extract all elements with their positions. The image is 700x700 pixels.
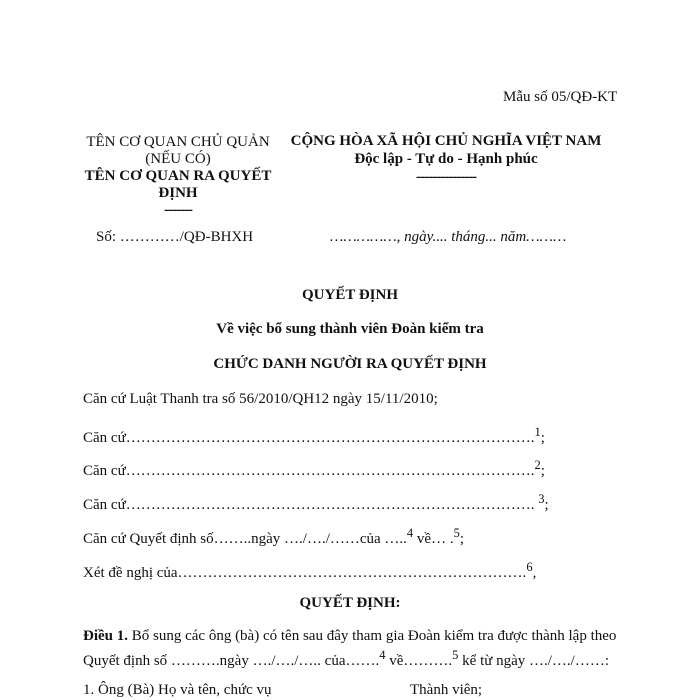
proposal-text: Xét đề nghị của…………………………………………………………….: [83, 565, 527, 581]
article-1: [83, 627, 623, 671]
legal-basis-text: về… .: [413, 531, 454, 547]
legal-basis-text: Căn cứ……………………………………………………………………….: [83, 463, 535, 479]
left-divider: -------: [164, 202, 192, 218]
legal-basis-line: [83, 425, 545, 447]
legal-basis-line: [83, 391, 438, 408]
legal-basis-line: [83, 492, 549, 514]
footnote-ref: 3: [538, 492, 545, 506]
footnote-ref: 4: [406, 526, 414, 540]
punctuation: ;: [459, 531, 465, 547]
issuing-agency-block: [78, 134, 278, 219]
punctuation: ,: [532, 565, 537, 581]
document-number: Số: …………/QĐ-BHXH: [96, 229, 254, 245]
country-name: CỘNG HÒA XÃ HỘI CHỦ NGHĨA VIỆT NAM: [290, 133, 602, 149]
legal-basis-text: Căn cứ Luật Thanh tra số 56/2010/QH12 ngày 15/11/2010;: [83, 391, 438, 407]
footnote-ref: 1: [534, 425, 541, 439]
article-text: kể từ ngày …./…./……:: [458, 653, 610, 669]
article-text: Bổ sung các ông (bà) có tên sau đây tham gia Đoàn kiểm tra được thành lập theo Quyết định số ……….ngày …./…./….. của…….: [83, 628, 617, 669]
issuing-agency-line-2: ĐỊNH: [158, 185, 198, 201]
national-motto-block: [285, 132, 607, 186]
footnote-ref: 6: [526, 560, 533, 574]
legal-basis-line: [83, 458, 545, 480]
legal-basis-line: [83, 526, 464, 548]
member-item: 1. Ông (Bà) Họ và tên, chức vụ: [83, 682, 272, 698]
footnote-ref: 5: [453, 526, 460, 540]
authority-title: CHỨC DANH NGƯỜI RA QUYẾT ĐỊNH: [213, 356, 487, 372]
form-number: Mẫu số 05/QĐ-KT: [503, 89, 618, 105]
parent-agency-line: TÊN CƠ QUAN CHỦ QUẢN: [86, 134, 270, 150]
parent-agency-note: (NẾU CÓ): [145, 151, 211, 167]
article-label: Điều 1.: [83, 628, 128, 644]
footnote-ref: 4: [379, 648, 386, 662]
right-divider: ---------------: [416, 169, 476, 185]
legal-basis-text: Căn cứ……………………………………………………………………….: [83, 497, 539, 513]
proposal-line: [83, 560, 536, 582]
document-title: QUYẾT ĐỊNH: [302, 287, 398, 303]
punctuation: ;: [540, 430, 545, 446]
document-subject: Về việc bổ sung thành viên Đoàn kiểm tra: [216, 321, 484, 337]
footnote-ref: 5: [452, 648, 459, 662]
member-role: Thành viên;: [410, 682, 483, 698]
legal-basis-text: Căn cứ……………………………………………………………………….: [83, 430, 535, 446]
punctuation: ;: [540, 463, 545, 479]
article-text: về……….: [385, 653, 453, 669]
legal-basis-text: Căn cứ Quyết định số……..ngày …./…./……của …..: [83, 531, 407, 547]
issuing-agency-line: TÊN CƠ QUAN RA QUYẾT: [84, 168, 272, 184]
decision-heading: QUYẾT ĐỊNH:: [299, 595, 401, 611]
motto: Độc lập - Tự do - Hạnh phúc: [354, 151, 538, 167]
document-date: ……………, ngày.... tháng... năm………: [330, 229, 567, 245]
footnote-ref: 2: [534, 458, 541, 472]
punctuation: ;: [544, 497, 549, 513]
